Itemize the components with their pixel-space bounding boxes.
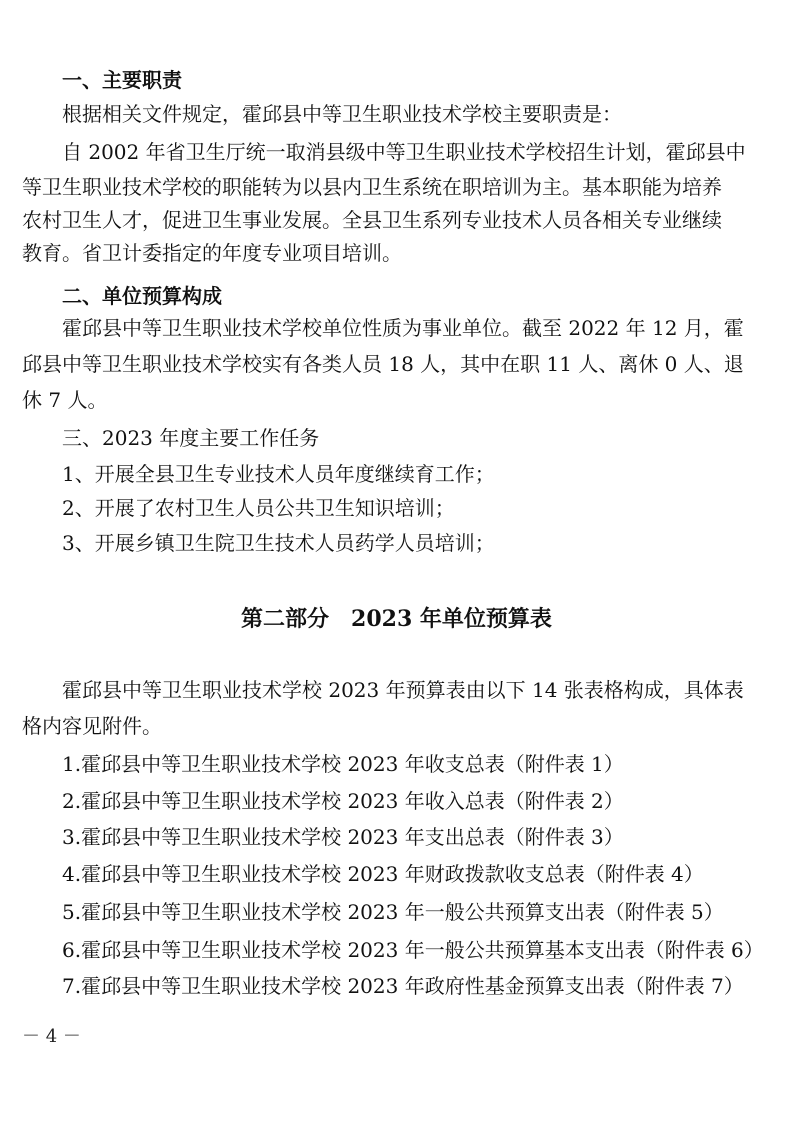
table-list-item: 6.霍邱县中等卫生职业技术学校 2023 年一般公共预算基本支出表（附件表 6） [62, 938, 764, 962]
section1-para-line: 等卫生职业技术学校的职能转为以县内卫生系统在职培训为主。基本职能为培养 [22, 175, 722, 199]
page-number: － 4 － [22, 1026, 81, 1047]
section1-heading: 一、主要职责 [62, 68, 182, 92]
section1-para-line: 自 2002 年省卫生厅统一取消县级中等卫生职业技术学校招生计划，霍邱县中 [62, 140, 746, 164]
section2-para-line: 休 7 人。 [22, 388, 108, 412]
section3-heading: 三、2023 年度主要工作任务 [62, 426, 320, 450]
section2-para-line: 邱县中等卫生职业技术学校实有各类人员 18 人，其中在职 11 人、离休 0 人、退 [22, 352, 744, 376]
section1-para-line: 教育。省卫计委指定的年度专业项目培训。 [22, 241, 402, 265]
table-list-item: 1.霍邱县中等卫生职业技术学校 2023 年收支总表（附件表 1） [62, 752, 624, 776]
part2-intro-line: 霍邱县中等卫生职业技术学校 2023 年预算表由以下 14 张表格构成，具体表 [62, 678, 744, 702]
table-list-item: 2.霍邱县中等卫生职业技术学校 2023 年收入总表（附件表 2） [62, 789, 624, 813]
task-item: 3、开展乡镇卫生院卫生技术人员药学人员培训； [62, 531, 495, 555]
section2-para-line: 霍邱县中等卫生职业技术学校单位性质为事业单位。截至 2022 年 12 月，霍 [62, 316, 744, 340]
task-item: 1、开展全县卫生专业技术人员年度继续育工作； [62, 462, 495, 486]
table-list-item: 4.霍邱县中等卫生职业技术学校 2023 年财政拨款收支总表（附件表 4） [62, 862, 704, 886]
table-list-item: 3.霍邱县中等卫生职业技术学校 2023 年支出总表（附件表 3） [62, 825, 624, 849]
part2-intro-line: 格内容见附件。 [22, 714, 162, 738]
section2-heading: 二、单位预算构成 [62, 284, 222, 308]
task-item: 2、开展了农村卫生人员公共卫生知识培训； [62, 496, 455, 520]
table-list-item: 7.霍邱县中等卫生职业技术学校 2023 年政府性基金预算支出表（附件表 7） [62, 974, 744, 998]
part2-title: 第二部分 2023 年单位预算表 [241, 606, 552, 632]
table-list-item: 5.霍邱县中等卫生职业技术学校 2023 年一般公共预算支出表（附件表 5） [62, 900, 724, 924]
section1-intro: 根据相关文件规定，霍邱县中等卫生职业技术学校主要职责是： [62, 102, 622, 126]
section1-para-line: 农村卫生人才，促进卫生事业发展。全县卫生系列专业技术人员各相关专业继续 [22, 208, 722, 232]
